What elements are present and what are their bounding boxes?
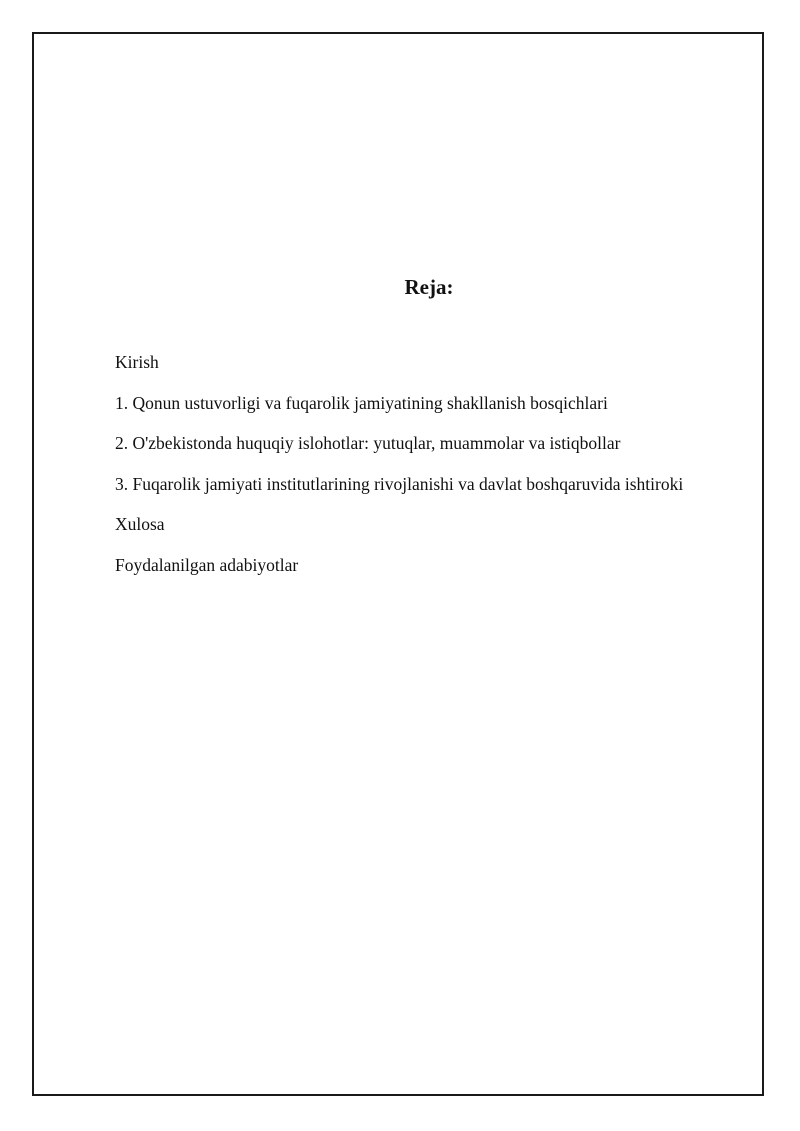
plan-item-3: 3. Fuqarolik jamiyati institutlarining rivojlanishi va davlat boshqaruvida ishtiroki bbox=[115, 473, 684, 494]
plan-item-conclusion: Xulosa bbox=[115, 514, 165, 534]
plan-item-2: 2. O'zbekistonda huquqiy islohotlar: yutuqlar, muammolar va istiqbollar bbox=[115, 433, 621, 453]
plan-item-introduction: Kirish bbox=[115, 352, 159, 372]
plan-item-references: Foydalanilgan adabiyotlar bbox=[115, 554, 299, 575]
plan-item-1: 1. Qonun ustuvorligi va fuqarolik jamiyatining shakllanish bosqichlari bbox=[115, 392, 608, 413]
plan-list bbox=[115, 350, 683, 593]
page-title: Reja: bbox=[404, 275, 454, 299]
